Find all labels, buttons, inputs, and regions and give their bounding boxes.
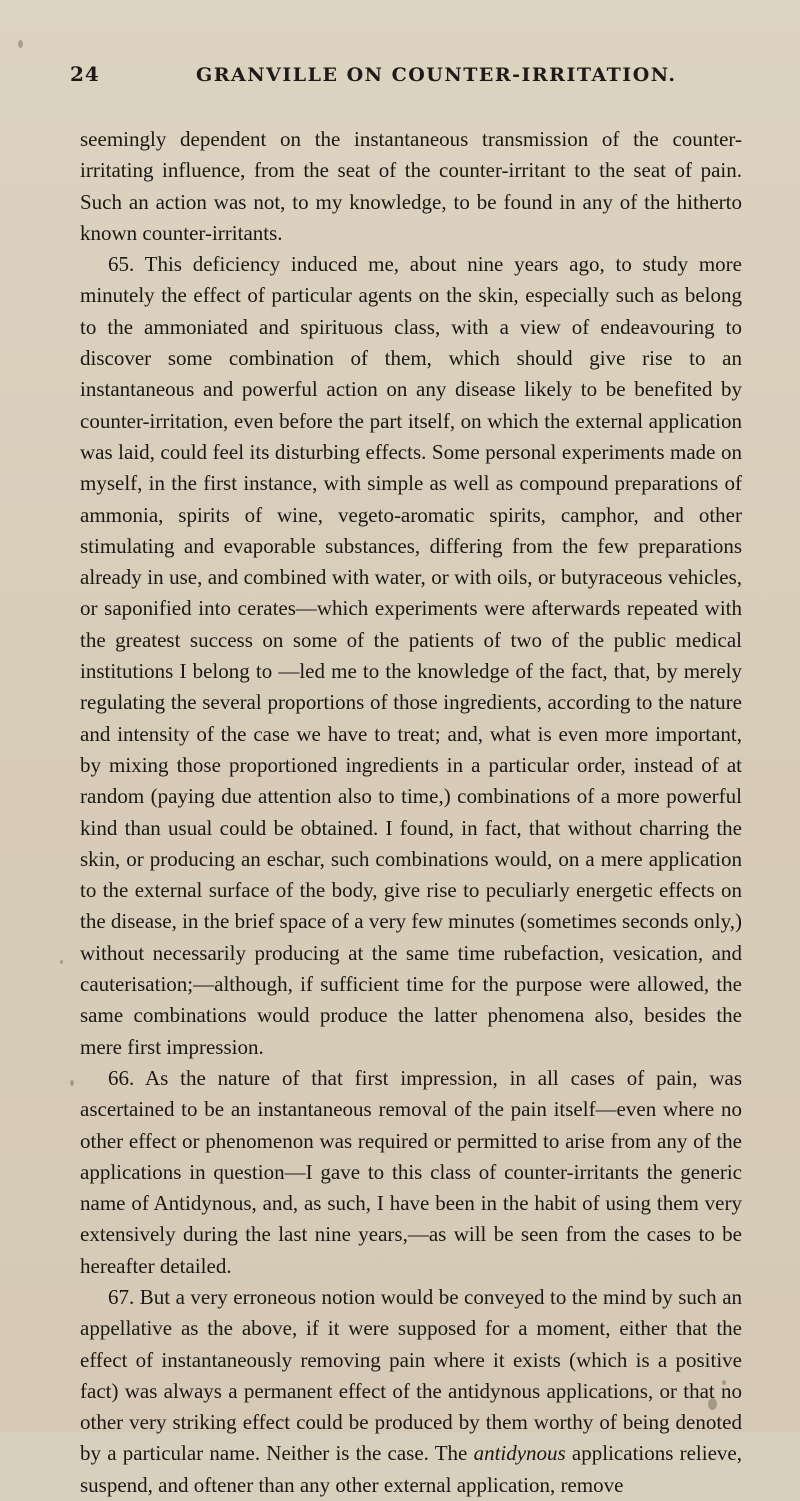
paragraph-67 bbox=[80, 1282, 742, 1501]
paragraph-continued bbox=[80, 124, 742, 249]
paragraph-text: applications relieve, suspend, and oftener than any other external application, remove bbox=[80, 1441, 742, 1497]
running-head: GRANVILLE ON COUNTER-IRRITATION. bbox=[196, 64, 677, 86]
paragraph-number: 65. bbox=[108, 252, 135, 277]
paragraph-text: As the nature of that first impression, in all cases of pain, was ascertained to be an instantaneous removal of the pain itself—even where no other effect or phenomenon was required or permitted to arise from any of the applications in question—I gave to this class of counter-irritants the generic name of Antidynous, and, as such, I have been in the habit of using them very extensively during the last nine years,—as will be seen from the cases to be hereafter detailed. bbox=[80, 1065, 743, 1278]
paragraph-number: 66. bbox=[108, 1065, 135, 1090]
page-header bbox=[56, 62, 756, 102]
paper-speck bbox=[18, 40, 23, 48]
paragraph-number: 67. bbox=[108, 1284, 135, 1309]
paper-speck bbox=[722, 1380, 726, 1385]
body-text bbox=[80, 124, 742, 1501]
italic-term: antidynous bbox=[473, 1441, 566, 1466]
paper-speck bbox=[60, 960, 63, 964]
paragraph-text: But a very erroneous notion would be conveyed to the mind by such an appellative as the above, if it were supposed for a moment, either that the effect of instantaneously removing pain where it exists (which is a positive fact) was always a permanent effect of the antidynous applications, or that no other very striking effect could be produced by them worthy of being denoted by a particular name. Neither is the case. The bbox=[80, 1284, 743, 1466]
paragraph-66 bbox=[80, 1063, 742, 1282]
paragraph-text: This deficiency induced me, about nine years ago, to study more minutely the effect of particular agents on the skin, especially such as belong to the ammoniated and spirituous class, with a view of endeavouring to discover some combination of them, which should give rise to an instantaneous and powerful action on any disease likely to be benefited by counter-irritation, even before the part itself, on which the external application was laid, could feel its disturbing effects. Some personal experiments made on myself, in the first instance, with simple as well as compound preparations of ammonia, spirits of wine, vegeto-aromatic spirits, camphor, and other stimulating and evaporable substances, differing from the few preparations already in use, and combined with water, or with oils, or butyraceous vehicles, or saponified into cerates—which experiments were afterwards repeated with the greatest success on some of the patients of two of the public medical institutions I belong to —led me to the knowledge of the fact, that, by merely regulating the several proportions of those ingredients, according to the nature and intensity of the case we have to treat; and, what is even more important, by mixing those proportioned ingredients in a particular order, instead of at random (paying due attention also to time,) combinations of a more powerful kind than usual could be obtained. I found, in fact, that without charring the skin, or producing an eschar, such combinations would, on a mere application to the external surface of the body, give rise to peculiarly energetic effects on the disease, in the brief space of a very few minutes (sometimes seconds only,) without necessarily producing at the same time rubefaction, vesication, and cauterisation;—although, if sufficient time for the purpose were allowed, the same combinations would produce the latter phenomena also, besides the mere first impression. bbox=[80, 252, 742, 1059]
paragraph-text: seemingly dependent on the instantaneous transmission of the counter-irritating influence, from the seat of the counter-irritant to the seat of pain. Such an action was not, to my knowledge, to be found in any of the hitherto known counter-irritants. bbox=[80, 127, 742, 245]
paper-speck bbox=[70, 1080, 74, 1086]
page-number: 24 bbox=[70, 62, 100, 86]
paper-speck bbox=[708, 1398, 717, 1410]
paragraph-65 bbox=[80, 249, 742, 1063]
